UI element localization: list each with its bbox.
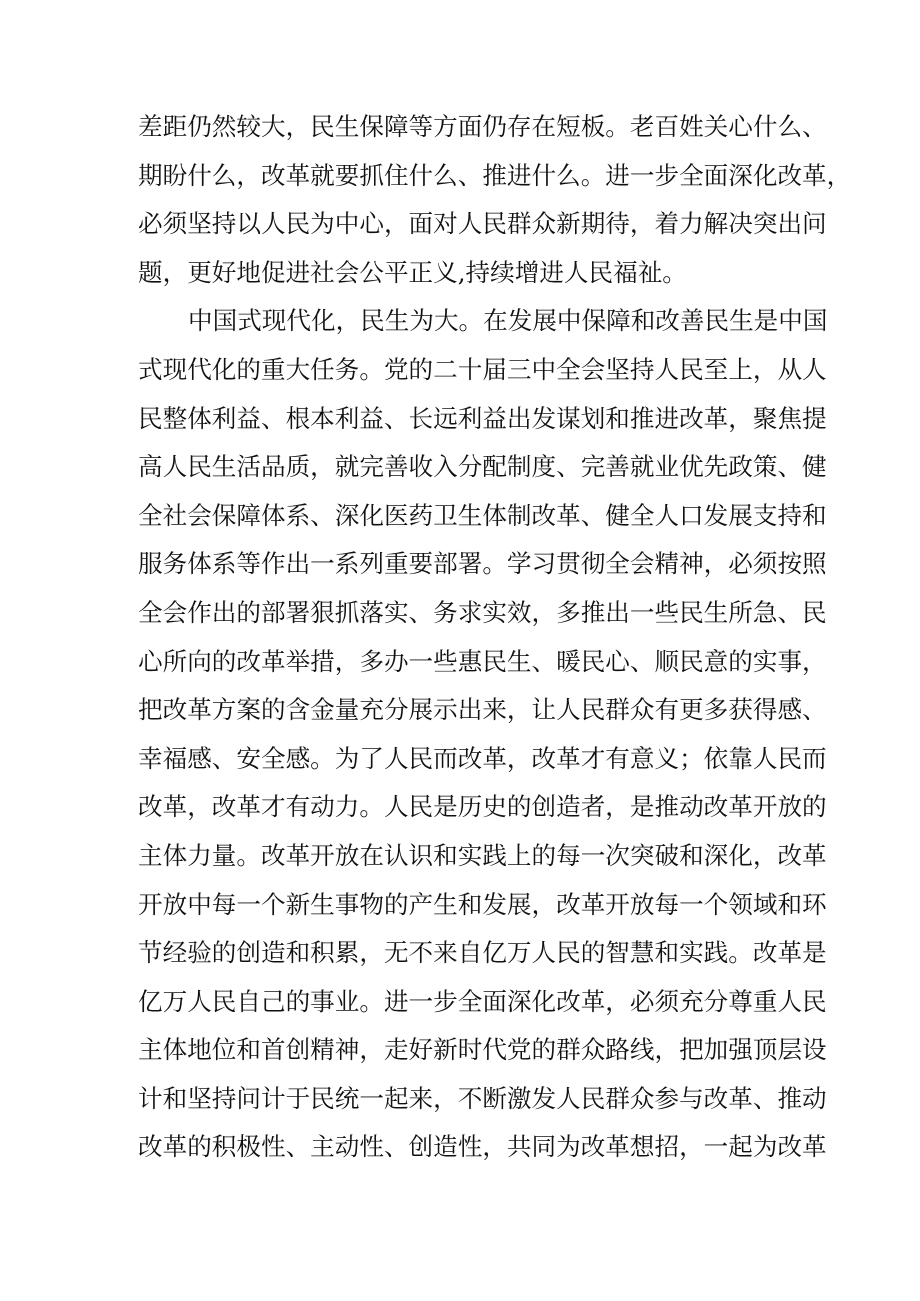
text-line: 必须坚持以人民为中心，面对人民群众新期待，着力解决突出问 — [138, 209, 827, 239]
text-line: 服务体系等作出一系列重要部署。学习贯彻全会精神，必须按照 — [138, 549, 827, 579]
text-line: 幸福感、安全感。为了人民而改革，改革才有意义；依靠人民而 — [138, 743, 827, 773]
text-line: 把改革方案的含金量充分展示出来，让人民群众有更多获得感、 — [138, 695, 827, 725]
body-text — [138, 103, 852, 1172]
text-line: 题，更好地促进社会公平正义,持续增进人民福祉。 — [138, 257, 687, 287]
text-line: 节经验的创造和积累，无不来自亿万人民的智慧和实践。改革是 — [138, 938, 827, 968]
text-line: 全会作出的部署狠抓落实、务求实效，多推出一些民生所急、民 — [138, 597, 827, 627]
text-line: 式现代化的重大任务。党的二十届三中全会坚持人民至上，从人 — [138, 354, 827, 384]
text-line: 差距仍然较大，民生保障等方面仍存在短板。老百姓关心什么、 — [138, 112, 827, 141]
text-line: 期盼什么，改革就要抓住什么、推进什么。进一步全面深化改革， — [138, 160, 852, 190]
text-line: 计和坚持问计于民统一起来，不断激发人民群众参与改革、推动 — [138, 1083, 827, 1113]
text-line: 改革的积极性、主动性、创造性，共同为改革想招，一起为改革 — [138, 1132, 827, 1162]
text-line: 心所向的改革举措，多办一些惠民生、暖民心、顺民意的实事， — [138, 646, 827, 676]
text-line: 主体地位和首创精神，走好新时代党的群众路线，把加强顶层设 — [138, 1035, 827, 1065]
text-line: 民整体利益、根本利益、长远利益出发谋划和推进改革，聚焦提 — [138, 403, 827, 433]
text-line: 主体力量。改革开放在认识和实践上的每一次突破和深化，改革 — [138, 840, 827, 870]
text-line: 全社会保障体系、深化医药卫生体制改革、健全人口发展支持和 — [138, 500, 827, 530]
text-line: 改革，改革才有动力。人民是历史的创造者，是推动改革开放的 — [138, 792, 827, 822]
paragraph-2 — [138, 297, 828, 1172]
text-line: 中国式现代化，民生为大。在发展中保障和改善民生是中国 — [188, 306, 828, 336]
paragraph-1 — [138, 103, 852, 297]
text-line: 开放中每一个新生事物的产生和发展，改革开放每一个领域和环 — [138, 889, 827, 919]
text-line: 高人民生活品质，就完善收入分配制度、完善就业优先政策、健 — [138, 452, 827, 482]
text-line: 亿万人民自己的事业。进一步全面深化改革，必须充分尊重人民 — [138, 986, 827, 1016]
